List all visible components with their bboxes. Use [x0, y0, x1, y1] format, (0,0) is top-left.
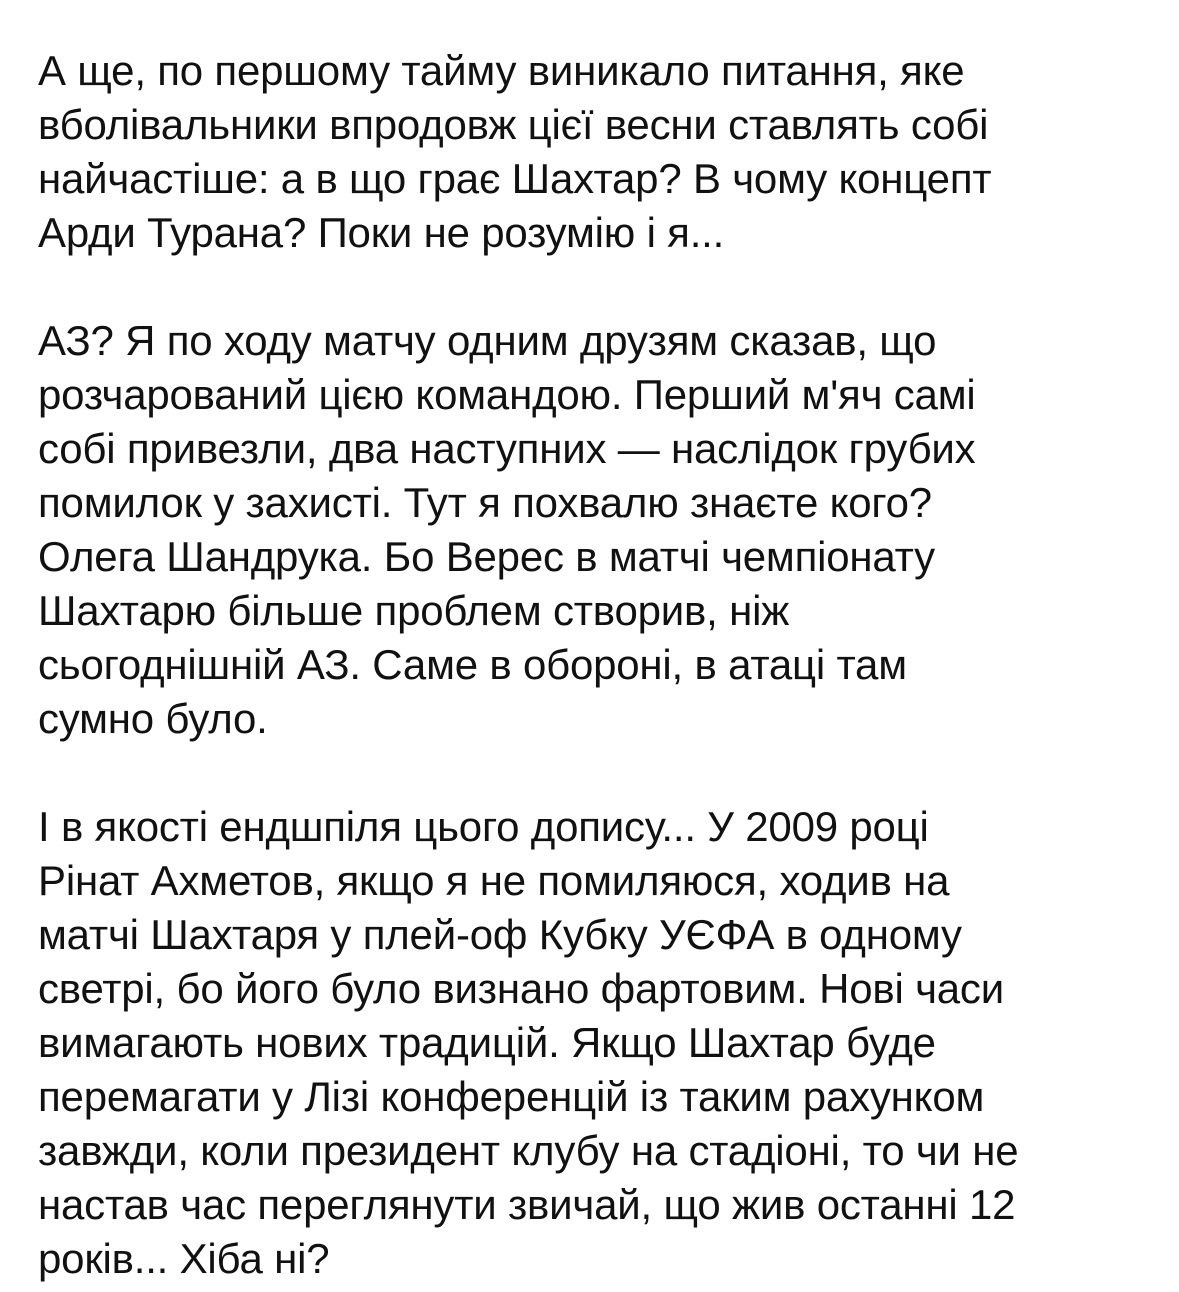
paragraph-first-half: А ще, по першому тайму виникало питання, яке вболівальники впродовж цієї весни ставлять собі найчастіше: а в що грає Шахтар? В чому концепт Арди Турана? Поки не розумію і я...	[38, 47, 992, 256]
paragraph-az: АЗ? Я по ходу матчу одним друзям сказав, що розчарований цією командою. Перший м'яч самі собі привезли, два наступних — наслідок грубих помилок у захисті. Тут я похвалю знаєте кого? Олега Шандрука. Бо Верес в матчі чемпіонату Шахтарю більше проблем створив, ніж сьогоднішній АЗ. Саме в обороні, в атаці там сумно було.	[38, 317, 976, 742]
paragraph-endgame: І в якості ендшпіля цього допису... У 2009 році Рінат Ахметов, якщо я не помиляюся, ходив на матчі Шахтаря у плей-оф Кубку УЄФА в одному светрі, бо його було визнано фартовим. Нові часи вимагають нових традицій. Якщо Шахтар буде перемагати у Лізі конференцій із таким рахунком завжди, коли президент клубу на стадіоні, то чи не настав час переглянути звичай, що жив останні 12 років... Хіба ні?	[38, 803, 1019, 1282]
